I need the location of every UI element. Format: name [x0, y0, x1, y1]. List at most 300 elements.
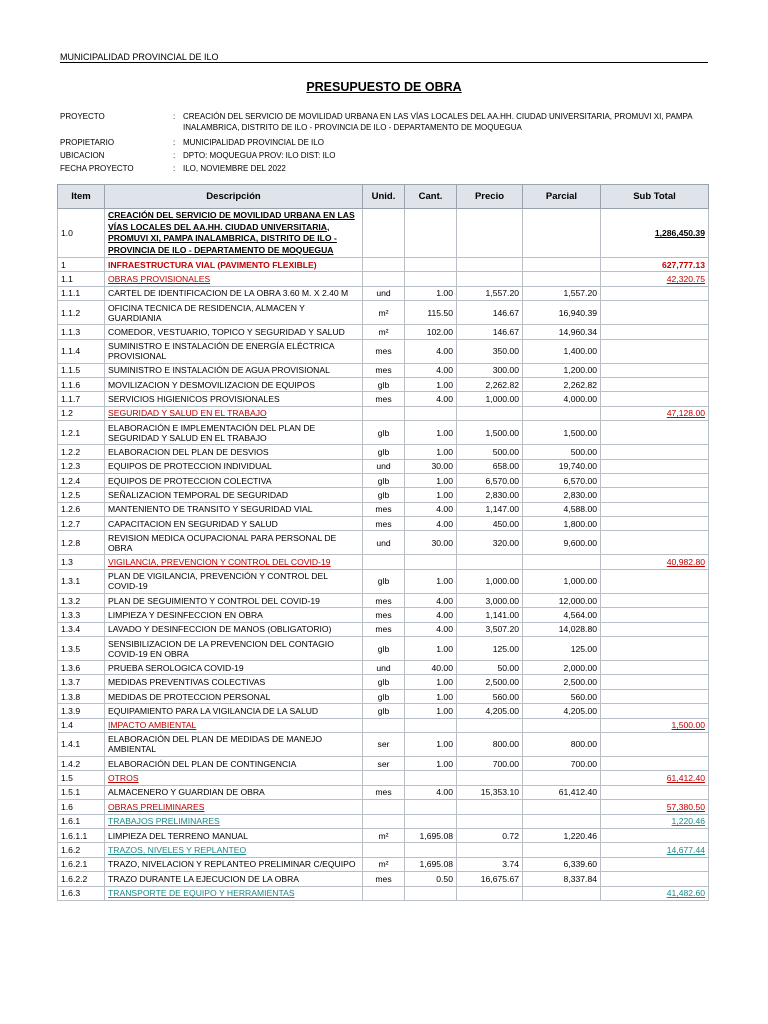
cell-item: 1.4.1: [58, 732, 105, 756]
cell-item: 1.2.4: [58, 473, 105, 487]
cell-quantity: 1.00: [405, 421, 457, 445]
cell-price: [457, 814, 523, 828]
cell-subtotal: [601, 488, 709, 502]
cell-description: PRUEBA SEROLOGICA COVID-19: [105, 661, 363, 675]
page-title: PRESUPUESTO DE OBRA: [306, 80, 462, 94]
header-rule: [60, 62, 708, 63]
cell-price: [457, 258, 523, 272]
table-row: [58, 756, 709, 770]
cell-partial: 4,564.00: [523, 608, 601, 622]
cell-price: [457, 272, 523, 286]
cell-partial: 800.00: [523, 732, 601, 756]
cell-price: 4,205.00: [457, 704, 523, 718]
cell-description: LIMPIEZA Y DESINFECCION EN OBRA: [105, 608, 363, 622]
cell-unit: mes: [363, 339, 405, 363]
cell-subtotal: [601, 502, 709, 516]
cell-unit: mes: [363, 622, 405, 636]
cell-unit: mes: [363, 785, 405, 799]
cell-unit: mes: [363, 517, 405, 531]
cell-unit: glb: [363, 445, 405, 459]
cell-item: 1.1: [58, 272, 105, 286]
meta-colon: :: [173, 112, 176, 121]
cell-subtotal: [601, 593, 709, 607]
cell-description: ELABORACIÓN E IMPLEMENTACIÓN DEL PLAN DE SEGURIDAD Y SALUD EN EL TRABAJO: [105, 421, 363, 445]
cell-quantity: 30.00: [405, 531, 457, 555]
cell-description: INFRAESTRUCTURA VIAL (PAVIMENTO FLEXIBLE): [105, 258, 363, 272]
table-row: [58, 421, 709, 445]
meta-ubicacion: [60, 151, 710, 162]
cell-description: OFICINA TECNICA DE RESIDENCIA, ALMACEN Y GUARDIANIA: [105, 301, 363, 325]
cell-partial: 500.00: [523, 445, 601, 459]
cell-description: SUMINISTRO E INSTALACIÓN DE AGUA PROVISIONAL: [105, 363, 363, 377]
cell-quantity: 1,695.08: [405, 857, 457, 871]
cell-partial: 1,000.00: [523, 569, 601, 593]
cell-unit: glb: [363, 377, 405, 391]
cell-quantity: [405, 886, 457, 900]
cell-unit: [363, 258, 405, 272]
meta-colon: :: [173, 151, 176, 160]
cell-price: 2,262.82: [457, 377, 523, 391]
cell-price: 300.00: [457, 363, 523, 377]
cell-description: SERVICIOS HIGIENICOS PROVISIONALES: [105, 392, 363, 406]
table-row: [58, 209, 709, 258]
cell-quantity: 4.00: [405, 608, 457, 622]
cell-partial: 6,339.60: [523, 857, 601, 871]
cell-description: TRAZOS, NIVELES Y REPLANTEO: [105, 843, 363, 857]
table-row: [58, 771, 709, 785]
table-row: [58, 814, 709, 828]
cell-quantity: 1.00: [405, 756, 457, 770]
cell-subtotal: [601, 301, 709, 325]
cell-quantity: 1.00: [405, 689, 457, 703]
table-row: [58, 325, 709, 339]
cell-unit: [363, 406, 405, 420]
cell-partial: 2,830.00: [523, 488, 601, 502]
cell-description: TRAZO, NIVELACION Y REPLANTEO PRELIMINAR C/EQUIPO: [105, 857, 363, 871]
cell-description: ELABORACIÓN DEL PLAN DE MEDIDAS DE MANEJO AMBIENTAL: [105, 732, 363, 756]
cell-partial: 8,337.84: [523, 872, 601, 886]
cell-description: SEGURIDAD Y SALUD EN EL TRABAJO: [105, 406, 363, 420]
cell-item: 1.2.6: [58, 502, 105, 516]
cell-price: 1,000.00: [457, 569, 523, 593]
cell-price: 450.00: [457, 517, 523, 531]
cell-subtotal: [601, 732, 709, 756]
cell-subtotal: [601, 756, 709, 770]
cell-partial: 700.00: [523, 756, 601, 770]
cell-partial: 12,000.00: [523, 593, 601, 607]
meta-proyecto: [60, 112, 710, 134]
cell-subtotal: [601, 608, 709, 622]
cell-subtotal: [601, 689, 709, 703]
cell-price: [457, 843, 523, 857]
meta-ubicacion-value: DPTO: MOQUEGUA PROV: ILO DIST: ILO: [183, 151, 336, 160]
cell-unit: mes: [363, 593, 405, 607]
table-row: [58, 502, 709, 516]
cell-description: COMEDOR, VESTUARIO, TOPICO Y SEGURIDAD Y SALUD: [105, 325, 363, 339]
cell-unit: und: [363, 661, 405, 675]
cell-subtotal: [601, 569, 709, 593]
cell-unit: mes: [363, 608, 405, 622]
table-row: [58, 339, 709, 363]
table-row: [58, 392, 709, 406]
cell-unit: mes: [363, 502, 405, 516]
cell-quantity: 4.00: [405, 363, 457, 377]
table-header-row: [58, 185, 709, 209]
cell-partial: 1,220.46: [523, 828, 601, 842]
cell-quantity: 40.00: [405, 661, 457, 675]
cell-description: ELABORACIÓN DEL PLAN DE CONTINGENCIA: [105, 756, 363, 770]
cell-subtotal: [601, 704, 709, 718]
cell-subtotal: [601, 785, 709, 799]
cell-description: TRABAJOS PRELIMINARES: [105, 814, 363, 828]
table-row: [58, 872, 709, 886]
cell-description: CARTEL DE IDENTIFICACION DE LA OBRA 3.60 M. X 2.40 M: [105, 286, 363, 300]
cell-quantity: [405, 843, 457, 857]
cell-price: 1,147.00: [457, 502, 523, 516]
budget-table: [57, 184, 709, 901]
cell-partial: 16,940.39: [523, 301, 601, 325]
cell-price: 500.00: [457, 445, 523, 459]
table-row: [58, 689, 709, 703]
cell-item: 1.3: [58, 555, 105, 569]
cell-quantity: 115.50: [405, 301, 457, 325]
cell-quantity: 1.00: [405, 675, 457, 689]
cell-partial: 4,000.00: [523, 392, 601, 406]
cell-unit: mes: [363, 872, 405, 886]
cell-item: 1.2.8: [58, 531, 105, 555]
cell-quantity: 4.00: [405, 593, 457, 607]
cell-price: 560.00: [457, 689, 523, 703]
table-row: [58, 732, 709, 756]
table-row: [58, 445, 709, 459]
cell-quantity: 1,695.08: [405, 828, 457, 842]
organization-header: MUNICIPALIDAD PROVINCIAL DE ILO: [60, 52, 219, 62]
cell-subtotal: [601, 445, 709, 459]
cell-quantity: 1.00: [405, 286, 457, 300]
table-row: [58, 622, 709, 636]
cell-item: 1.5.1: [58, 785, 105, 799]
cell-unit: und: [363, 531, 405, 555]
cell-unit: glb: [363, 421, 405, 445]
cell-price: [457, 800, 523, 814]
cell-item: 1.6.2.1: [58, 857, 105, 871]
cell-price: 3.74: [457, 857, 523, 871]
cell-partial: 1,800.00: [523, 517, 601, 531]
cell-description: PLAN DE SEGUIMIENTO Y CONTROL DEL COVID-19: [105, 593, 363, 607]
table-row: [58, 377, 709, 391]
cell-quantity: 4.00: [405, 392, 457, 406]
table-row: [58, 531, 709, 555]
cell-unit: m²: [363, 857, 405, 871]
cell-description: MANTENIENTO DE TRANSITO Y SEGURIDAD VIAL: [105, 502, 363, 516]
table-row: [58, 608, 709, 622]
cell-description: LAVADO Y DESINFECCION DE MANOS (OBLIGATORIO): [105, 622, 363, 636]
cell-item: 1.5: [58, 771, 105, 785]
cell-partial: [523, 771, 601, 785]
cell-description: MEDIDAS PREVENTIVAS COLECTIVAS: [105, 675, 363, 689]
cell-partial: 14,960.34: [523, 325, 601, 339]
cell-quantity: 4.00: [405, 622, 457, 636]
cell-subtotal: [601, 459, 709, 473]
col-header-descripcion: Descripción: [105, 185, 363, 209]
cell-partial: 4,205.00: [523, 704, 601, 718]
cell-item: 1.2.3: [58, 459, 105, 473]
cell-partial: 2,500.00: [523, 675, 601, 689]
col-header-subtotal: Sub Total: [601, 185, 709, 209]
meta-colon: :: [173, 164, 176, 173]
cell-item: 1.1.2: [58, 301, 105, 325]
cell-item: 1: [58, 258, 105, 272]
cell-quantity: 4.00: [405, 502, 457, 516]
cell-quantity: [405, 555, 457, 569]
cell-price: 1,500.00: [457, 421, 523, 445]
cell-unit: ser: [363, 756, 405, 770]
cell-item: 1.1.4: [58, 339, 105, 363]
cell-item: 1.6.3: [58, 886, 105, 900]
table-row: [58, 857, 709, 871]
cell-quantity: 1.00: [405, 732, 457, 756]
cell-item: 1.2.2: [58, 445, 105, 459]
cell-subtotal: 1,286,450.39: [601, 209, 709, 258]
cell-description: CREACIÓN DEL SERVICIO DE MOVILIDAD URBANA EN LAS VÍAS LOCALES DEL AA.HH. CIUDAD UNIVERSITARIA, PROMUVI XI, PAMPA INALAMBRICA, DISTRITO DE ILO - PROVINCIA DE ILO - DEPARTAMENTO DE MOQUEGUA: [105, 209, 363, 258]
cell-subtotal: [601, 517, 709, 531]
cell-partial: 9,600.00: [523, 531, 601, 555]
cell-description: VIGILANCIA, PREVENCION Y CONTROL DEL COVID-19: [105, 555, 363, 569]
cell-quantity: 1.00: [405, 704, 457, 718]
cell-description: LIMPIEZA DEL TERRENO MANUAL: [105, 828, 363, 842]
table-row: [58, 301, 709, 325]
cell-description: EQUIPOS DE PROTECCION INDIVIDUAL: [105, 459, 363, 473]
table-row: [58, 363, 709, 377]
cell-price: 700.00: [457, 756, 523, 770]
table-row: [58, 569, 709, 593]
cell-price: 16,675.67: [457, 872, 523, 886]
table-row: [58, 488, 709, 502]
table-row: [58, 886, 709, 900]
cell-unit: glb: [363, 704, 405, 718]
cell-quantity: 1.00: [405, 637, 457, 661]
cell-item: 1.1.6: [58, 377, 105, 391]
cell-unit: [363, 555, 405, 569]
cell-unit: m²: [363, 325, 405, 339]
cell-item: 1.6: [58, 800, 105, 814]
cell-partial: [523, 209, 601, 258]
table-row: [58, 828, 709, 842]
cell-price: 2,500.00: [457, 675, 523, 689]
cell-subtotal: [601, 377, 709, 391]
cell-quantity: 102.00: [405, 325, 457, 339]
cell-subtotal: [601, 828, 709, 842]
table-row: [58, 661, 709, 675]
meta-fecha-value: ILO, NOVIEMBRE DEL 2022: [183, 164, 286, 173]
meta-ubicacion-label: UBICACION: [60, 151, 105, 160]
cell-item: 1.1.5: [58, 363, 105, 377]
cell-quantity: 4.00: [405, 339, 457, 363]
table-row: [58, 286, 709, 300]
cell-subtotal: 42,320.75: [601, 272, 709, 286]
cell-quantity: 1.00: [405, 445, 457, 459]
cell-price: 350.00: [457, 339, 523, 363]
cell-partial: [523, 406, 601, 420]
cell-subtotal: [601, 531, 709, 555]
cell-subtotal: [601, 637, 709, 661]
cell-price: 146.67: [457, 301, 523, 325]
cell-description: EQUIPAMIENTO PARA LA VIGILANCIA DE LA SALUD: [105, 704, 363, 718]
cell-item: 1.2: [58, 406, 105, 420]
cell-item: 1.1.3: [58, 325, 105, 339]
cell-partial: 1,200.00: [523, 363, 601, 377]
cell-subtotal: [601, 392, 709, 406]
cell-price: 6,570.00: [457, 473, 523, 487]
cell-description: ALMACENERO Y GUARDIAN DE OBRA: [105, 785, 363, 799]
col-header-unid: Unid.: [363, 185, 405, 209]
cell-price: 1,000.00: [457, 392, 523, 406]
cell-price: 320.00: [457, 531, 523, 555]
cell-partial: 1,500.00: [523, 421, 601, 445]
cell-price: 0.72: [457, 828, 523, 842]
table-row: [58, 785, 709, 799]
cell-quantity: [405, 209, 457, 258]
cell-subtotal: [601, 473, 709, 487]
cell-subtotal: 57,380.50: [601, 800, 709, 814]
cell-subtotal: [601, 363, 709, 377]
cell-description: SENSIBILIZACION DE LA PREVENCION DEL CONTAGIO COVID-19 EN OBRA: [105, 637, 363, 661]
cell-subtotal: 1,220.46: [601, 814, 709, 828]
cell-description: REVISION MEDICA OCUPACIONAL PARA PERSONAL DE OBRA: [105, 531, 363, 555]
table-row: [58, 800, 709, 814]
cell-partial: 19,740.00: [523, 459, 601, 473]
cell-price: [457, 886, 523, 900]
meta-propietario: [60, 138, 710, 149]
cell-partial: [523, 272, 601, 286]
cell-unit: glb: [363, 689, 405, 703]
cell-item: 1.6.1: [58, 814, 105, 828]
col-header-precio: Precio: [457, 185, 523, 209]
cell-item: 1.4.2: [58, 756, 105, 770]
cell-item: 1.3.8: [58, 689, 105, 703]
cell-quantity: 1.00: [405, 488, 457, 502]
cell-item: 1.3.4: [58, 622, 105, 636]
cell-price: [457, 718, 523, 732]
cell-item: 1.2.5: [58, 488, 105, 502]
meta-fecha-label: FECHA PROYECTO: [60, 164, 134, 173]
table-row: [58, 675, 709, 689]
table-row: [58, 555, 709, 569]
cell-partial: [523, 555, 601, 569]
cell-partial: [523, 886, 601, 900]
table-row: [58, 258, 709, 272]
cell-quantity: 1.00: [405, 569, 457, 593]
cell-price: 2,830.00: [457, 488, 523, 502]
cell-unit: [363, 771, 405, 785]
cell-quantity: [405, 406, 457, 420]
cell-description: OTROS: [105, 771, 363, 785]
cell-item: 1.6.1.1: [58, 828, 105, 842]
cell-price: [457, 771, 523, 785]
cell-item: 1.2.7: [58, 517, 105, 531]
cell-quantity: [405, 718, 457, 732]
cell-price: [457, 555, 523, 569]
cell-unit: ser: [363, 732, 405, 756]
cell-item: 1.2.1: [58, 421, 105, 445]
cell-item: 1.6.2: [58, 843, 105, 857]
cell-quantity: 4.00: [405, 785, 457, 799]
cell-description: PLAN DE VIGILANCIA, PREVENCIÓN Y CONTROL DEL COVID-19: [105, 569, 363, 593]
cell-item: 1.3.5: [58, 637, 105, 661]
cell-quantity: [405, 771, 457, 785]
cell-price: 146.67: [457, 325, 523, 339]
cell-unit: und: [363, 459, 405, 473]
cell-description: CAPACITACION EN SEGURIDAD Y SALUD: [105, 517, 363, 531]
cell-unit: glb: [363, 569, 405, 593]
cell-item: 1.3.3: [58, 608, 105, 622]
cell-unit: [363, 800, 405, 814]
cell-description: SUMINISTRO E INSTALACIÓN DE ENERGÍA ELÉCTRICA PROVISIONAL: [105, 339, 363, 363]
cell-subtotal: [601, 421, 709, 445]
cell-subtotal: 47,128.00: [601, 406, 709, 420]
cell-item: 1.1.7: [58, 392, 105, 406]
cell-description: MOVILIZACION Y DESMOVILIZACION DE EQUIPOS: [105, 377, 363, 391]
cell-quantity: 1.00: [405, 377, 457, 391]
cell-subtotal: 61,412.40: [601, 771, 709, 785]
col-header-item: Item: [58, 185, 105, 209]
cell-quantity: 30.00: [405, 459, 457, 473]
cell-quantity: [405, 258, 457, 272]
cell-item: 1.6.2.2: [58, 872, 105, 886]
cell-unit: glb: [363, 675, 405, 689]
cell-subtotal: 14,677.44: [601, 843, 709, 857]
cell-price: [457, 406, 523, 420]
cell-subtotal: [601, 857, 709, 871]
cell-unit: m²: [363, 828, 405, 842]
cell-price: [457, 209, 523, 258]
cell-unit: glb: [363, 473, 405, 487]
cell-unit: mes: [363, 363, 405, 377]
cell-unit: [363, 843, 405, 857]
cell-partial: [523, 258, 601, 272]
cell-item: 1.3.6: [58, 661, 105, 675]
table-row: [58, 593, 709, 607]
cell-description: MEDIDAS DE PROTECCION PERSONAL: [105, 689, 363, 703]
cell-unit: glb: [363, 637, 405, 661]
cell-unit: [363, 718, 405, 732]
cell-quantity: [405, 814, 457, 828]
cell-unit: mes: [363, 392, 405, 406]
cell-item: 1.3.1: [58, 569, 105, 593]
cell-unit: [363, 209, 405, 258]
table-row: [58, 459, 709, 473]
cell-subtotal: 627,777.13: [601, 258, 709, 272]
cell-item: 1.4: [58, 718, 105, 732]
cell-item: 1.3.7: [58, 675, 105, 689]
table-row: [58, 704, 709, 718]
cell-partial: 125.00: [523, 637, 601, 661]
cell-subtotal: 41,482.60: [601, 886, 709, 900]
cell-subtotal: [601, 339, 709, 363]
cell-price: 800.00: [457, 732, 523, 756]
cell-item: 1.3.2: [58, 593, 105, 607]
cell-partial: [523, 814, 601, 828]
table-row: [58, 718, 709, 732]
cell-unit: und: [363, 286, 405, 300]
cell-unit: [363, 886, 405, 900]
table-row: [58, 406, 709, 420]
cell-subtotal: [601, 325, 709, 339]
cell-price: 3,507.20: [457, 622, 523, 636]
cell-price: 3,000.00: [457, 593, 523, 607]
cell-description: OBRAS PRELIMINARES: [105, 800, 363, 814]
cell-partial: [523, 800, 601, 814]
